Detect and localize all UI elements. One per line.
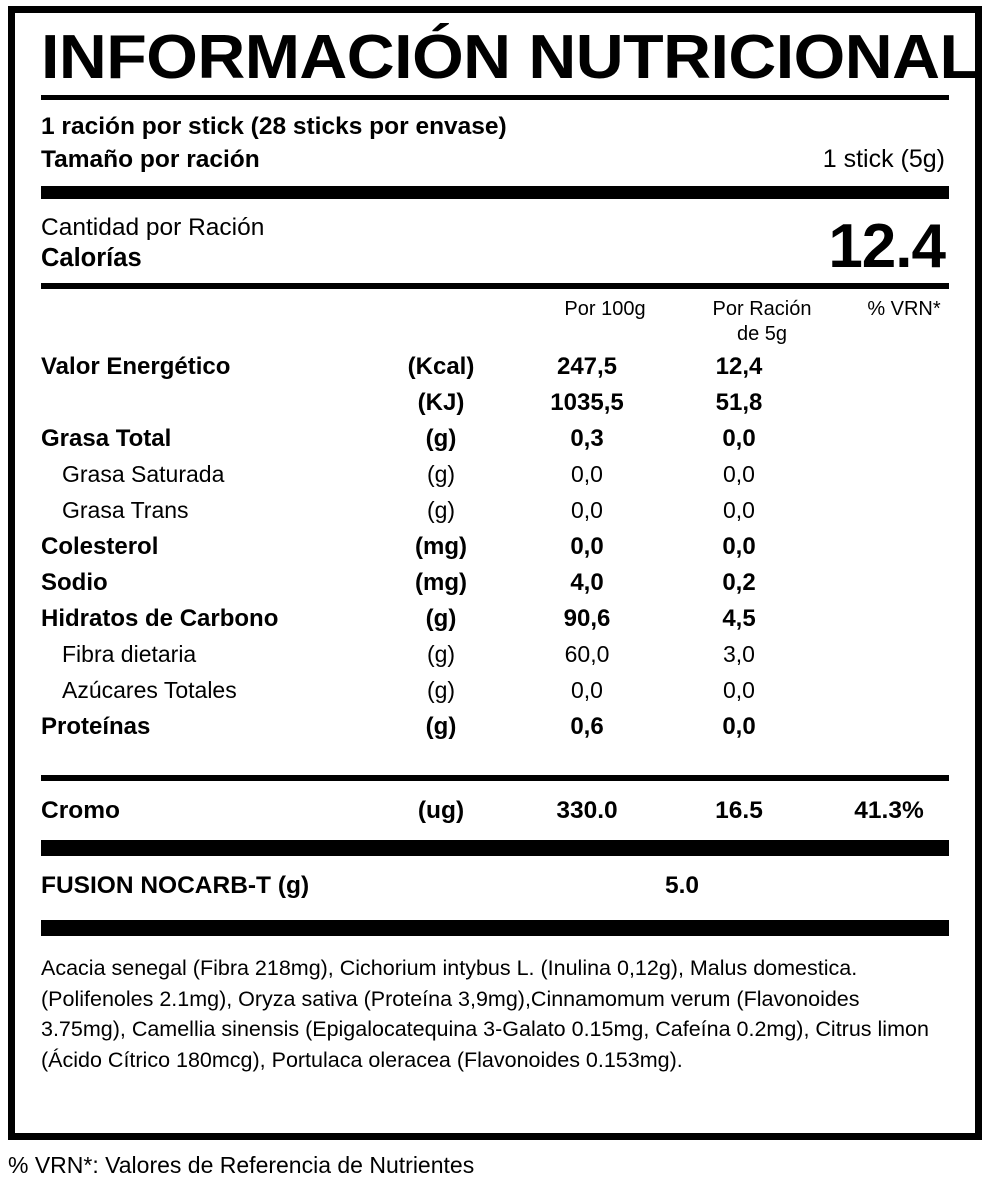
nutrient-name: Hidratos de Carbono — [41, 605, 279, 633]
table-row — [41, 713, 963, 749]
vrn-footnote: % VRN*: Valores de Referencia de Nutrientes — [8, 1152, 475, 1178]
calories-block — [41, 199, 949, 284]
calories-label: Calorías — [41, 244, 142, 273]
nutrient-unit: (g) — [425, 713, 457, 741]
micronutrient-block — [41, 781, 949, 840]
nutrient-per-100g: 0,3 — [570, 425, 604, 453]
table-row — [41, 677, 963, 713]
serving-size-value: 1 stick (5g) — [822, 144, 945, 173]
column-header-vrn: % VRN* — [867, 298, 941, 321]
nutrient-vrn — [815, 677, 963, 713]
micronutrient-per-serving: 16.5 — [715, 797, 763, 825]
nutrient-per-100g: 90,6 — [563, 605, 611, 633]
column-headers — [41, 289, 949, 351]
micronutrient-vrn: 41.3% — [854, 797, 924, 825]
table-row — [41, 569, 963, 605]
serving-size-label: Tamaño por ración — [41, 145, 260, 173]
micronutrient-name: Cromo — [41, 797, 120, 825]
nutrient-per-serving: 0,0 — [722, 533, 756, 561]
nutrient-per-serving: 0,0 — [722, 713, 756, 741]
table-row — [41, 605, 963, 641]
nutrient-name: Proteínas — [41, 713, 151, 741]
nutrient-per-serving: 3,0 — [723, 641, 755, 668]
serving-info-block — [41, 100, 949, 186]
nutrition-facts-panel — [8, 6, 982, 1140]
table-row — [41, 641, 963, 677]
nutrient-unit: (mg) — [415, 569, 467, 597]
serving-size-row — [41, 143, 949, 176]
nutrient-unit: (g) — [425, 605, 457, 633]
nutrient-table-body — [41, 353, 963, 749]
nutrient-per-100g: 247,5 — [556, 353, 618, 381]
nutrient-name: Valor Energético — [41, 353, 231, 381]
nutrient-vrn — [815, 497, 963, 533]
nutrient-per-serving: 0,0 — [723, 497, 755, 524]
nutrient-per-100g: 0,6 — [570, 713, 604, 741]
nutrient-name: Grasa Total — [41, 425, 172, 453]
nutrient-vrn — [815, 389, 963, 425]
micronutrient-unit: (ug) — [417, 797, 465, 825]
column-header-per-100g: Por 100g — [564, 298, 646, 321]
calories-value: 12.4 — [828, 212, 945, 282]
nutrient-name: Colesterol — [41, 533, 159, 561]
ingredients-text: Acacia senegal (Fibra 218mg), Cichorium intybus L. (Inulina 0,12g), Malus domestica. (Polifenoles 2.1mg), Oryza sativa (Proteína 3,9mg),Cinnamomum verum (Flavonoides 3.75mg), Camellia sinensis (Epigalocatequina 3-Galato 0.15mg, Cafeína 0.2mg), Citrus limon (Ácido Cítrico 180mcg), Portulaca oleracea (Flavonoides 0.153mg). — [41, 956, 929, 1072]
nutrient-per-100g: 0,0 — [571, 677, 603, 704]
nutrient-vrn — [815, 605, 963, 641]
nutrient-unit: (g) — [426, 461, 456, 488]
nutrient-per-100g: 0,0 — [571, 497, 603, 524]
nutrient-per-100g: 60,0 — [564, 641, 610, 668]
nutrient-per-serving: 0,2 — [722, 569, 756, 597]
table-row — [41, 425, 963, 461]
blend-block — [41, 856, 949, 920]
nutrient-unit: (Kcal) — [407, 353, 475, 381]
micronutrient-per-100g: 330.0 — [556, 797, 618, 825]
nutrient-per-100g: 0,0 — [570, 533, 604, 561]
nutrient-name: Grasa Trans — [62, 497, 189, 524]
nutrient-vrn — [815, 713, 963, 749]
serving-divider — [41, 186, 949, 199]
table-row — [41, 461, 963, 497]
blend-name: FUSION NOCARB-T (g) — [41, 872, 310, 900]
micronutrient-table — [41, 797, 963, 825]
nutrient-unit: (KJ) — [417, 389, 465, 417]
nutrient-per-serving: 4,5 — [722, 605, 756, 633]
table-row — [41, 797, 963, 825]
nutrient-name: Grasa Saturada — [62, 461, 225, 488]
nutrient-unit: (g) — [426, 677, 456, 704]
nutrient-per-100g: 1035,5 — [550, 389, 624, 417]
micronutrient-divider — [41, 840, 949, 856]
column-header-per-serving — [682, 297, 842, 347]
amount-per-serving-label: Cantidad por Ración — [41, 213, 265, 241]
page-title: INFORMACIÓN NUTRICIONAL — [41, 23, 980, 92]
nutrient-per-100g: 4,0 — [570, 569, 604, 597]
nutrient-vrn — [815, 533, 963, 569]
nutrient-name: Azúcares Totales — [62, 677, 237, 704]
nutrient-vrn — [815, 425, 963, 461]
table-bottom-gap — [41, 749, 949, 775]
nutrient-per-serving: 0,0 — [722, 425, 756, 453]
nutrient-per-100g: 0,0 — [571, 461, 603, 488]
nutrient-per-serving: 12,4 — [715, 353, 763, 381]
blend-value: 5.0 — [664, 872, 700, 900]
nutrient-per-serving: 0,0 — [723, 461, 755, 488]
nutrient-vrn — [815, 461, 963, 497]
nutrient-per-serving: 51,8 — [715, 389, 763, 417]
nutrient-table — [41, 353, 963, 749]
nutrient-unit: (g) — [425, 425, 457, 453]
servings-per-container: 1 ración por stick (28 sticks por envase) — [41, 113, 507, 140]
nutrient-unit: (g) — [426, 641, 456, 668]
column-header-per-serving-line1: Por Ración — [712, 298, 812, 321]
nutrient-name: Sodio — [41, 569, 108, 597]
nutrient-vrn — [815, 641, 963, 677]
blend-divider — [41, 920, 949, 936]
nutrient-name: Fibra dietaria — [62, 641, 197, 668]
nutrient-unit: (mg) — [415, 533, 467, 561]
column-header-per-serving-line2: de 5g — [736, 323, 788, 346]
nutrient-name — [41, 389, 371, 425]
table-row — [41, 389, 963, 425]
table-row — [41, 353, 963, 389]
table-row — [41, 533, 963, 569]
nutrient-unit: (g) — [426, 497, 456, 524]
nutrient-per-serving: 0,0 — [723, 677, 755, 704]
nutrient-vrn — [815, 353, 963, 389]
nutrient-vrn — [815, 569, 963, 605]
table-row — [41, 497, 963, 533]
